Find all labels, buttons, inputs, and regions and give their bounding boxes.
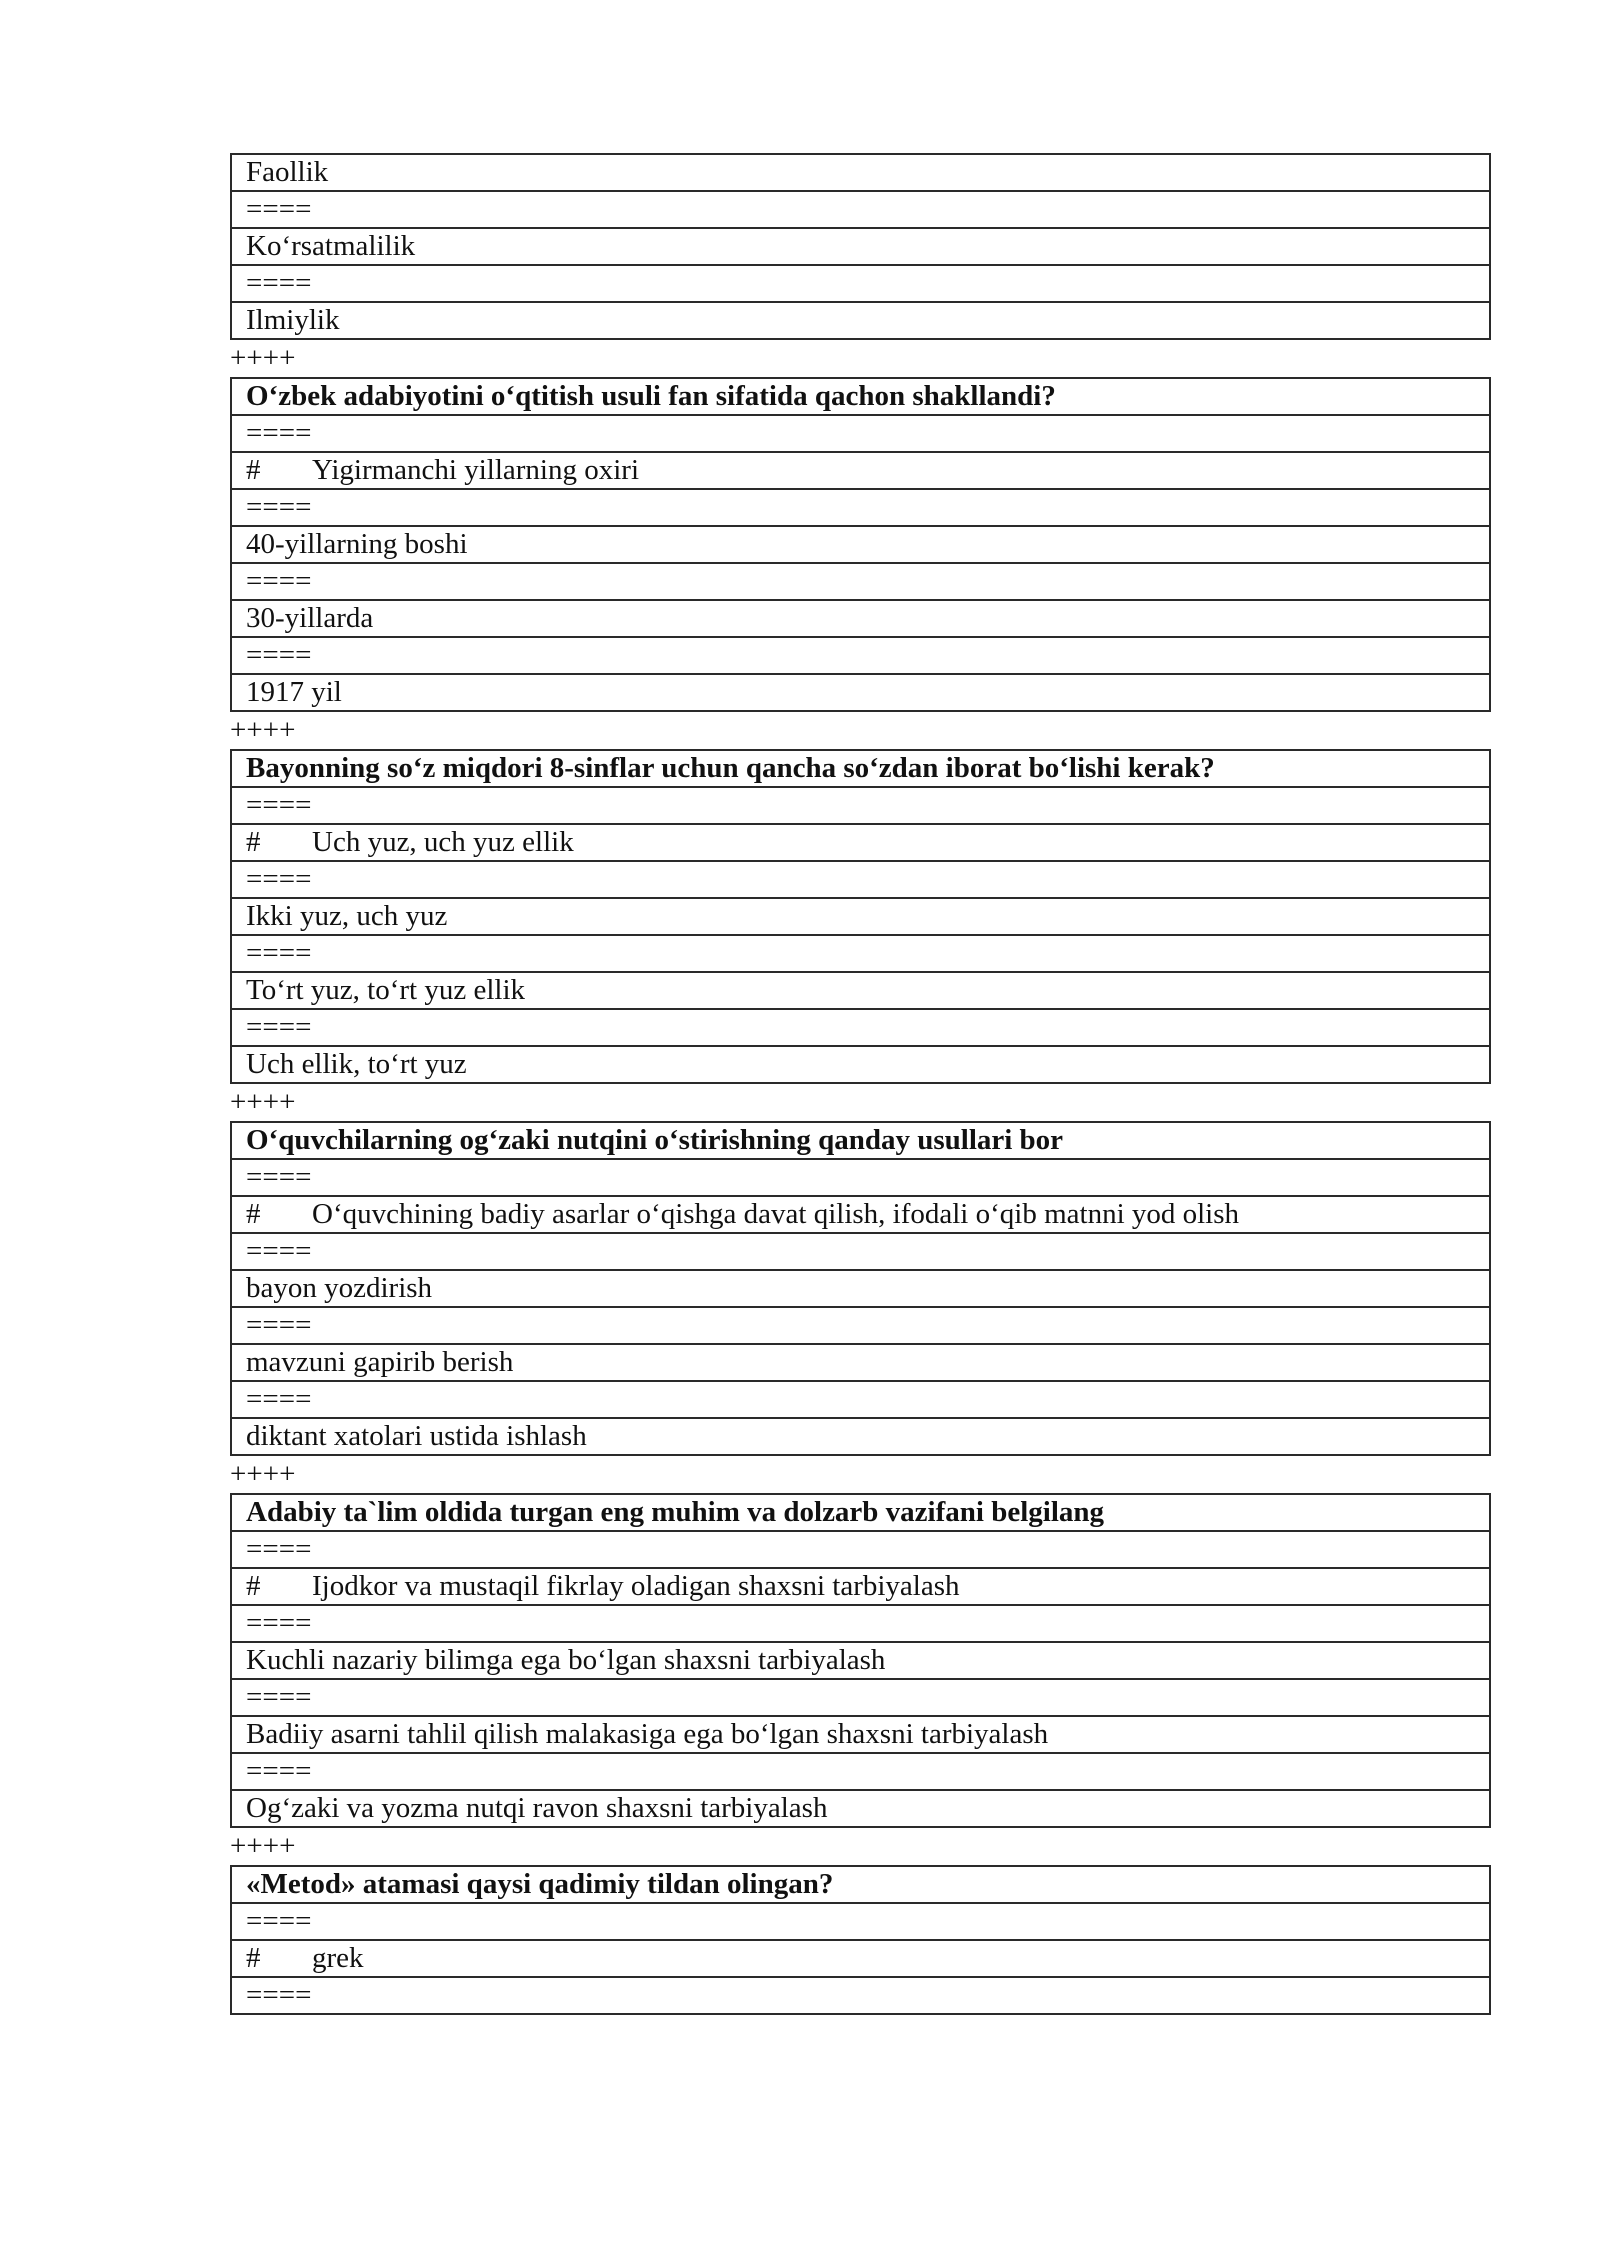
correct-answer-row bbox=[231, 1568, 1490, 1605]
answer-text: Yigirmanchi yillarning oxiri bbox=[312, 454, 640, 486]
answer-separator-row bbox=[231, 787, 1490, 824]
answer-separator: ==== bbox=[231, 787, 1490, 824]
answer-option: mavzuni gapirib berish bbox=[231, 1344, 1490, 1381]
question-block bbox=[230, 153, 1491, 340]
question-text-row bbox=[231, 378, 1490, 415]
answer-option: diktant xatolari ustida ishlash bbox=[231, 1418, 1490, 1455]
answer-separator-row bbox=[231, 1381, 1490, 1418]
question-text-row bbox=[231, 1122, 1490, 1159]
answer-separator: ==== bbox=[231, 1531, 1490, 1568]
correct-marker: # bbox=[246, 1198, 261, 1230]
answer-separator: ==== bbox=[231, 1753, 1490, 1790]
answer-option-row bbox=[231, 972, 1490, 1009]
question-block bbox=[230, 377, 1491, 712]
answer-separator: ==== bbox=[231, 861, 1490, 898]
answer-option: 1917 yil bbox=[231, 674, 1490, 711]
correct-answer bbox=[231, 1940, 1490, 1977]
answer-separator: ==== bbox=[231, 1977, 1490, 2014]
question-text: Adabiy ta`lim oldida turgan eng muhim va dolzarb vazifani belgilang bbox=[231, 1494, 1490, 1531]
question-text-row bbox=[231, 1494, 1490, 1531]
answer-option-row bbox=[231, 302, 1490, 339]
answer-separator: ==== bbox=[231, 563, 1490, 600]
answer-separator-row bbox=[231, 1307, 1490, 1344]
answer-text: Ijodkor va mustaqil fikrlay oladigan shaxsni tarbiyalash bbox=[312, 1570, 960, 1602]
answer-separator-row bbox=[231, 1159, 1490, 1196]
answer-separator-row bbox=[231, 861, 1490, 898]
answer-separator-row bbox=[231, 1903, 1490, 1940]
answer-separator: ==== bbox=[231, 415, 1490, 452]
answer-option-row bbox=[231, 1716, 1490, 1753]
answer-option: 40-yillarning boshi bbox=[231, 526, 1490, 563]
correct-answer-row bbox=[231, 1940, 1490, 1977]
answer-separator: ==== bbox=[231, 1009, 1490, 1046]
correct-answer bbox=[231, 1568, 1490, 1605]
answer-option: Faollik bbox=[231, 154, 1490, 191]
answer-separator: ==== bbox=[231, 1605, 1490, 1642]
answer-option-row bbox=[231, 154, 1490, 191]
answer-separator-row bbox=[231, 1009, 1490, 1046]
answer-option-row bbox=[231, 600, 1490, 637]
answer-option-row bbox=[231, 1046, 1490, 1083]
answer-option: 30-yillarda bbox=[231, 600, 1490, 637]
question-block bbox=[230, 1493, 1491, 1828]
question-block bbox=[230, 749, 1491, 1084]
answer-text: grek bbox=[312, 1942, 364, 1974]
answer-option-row bbox=[231, 1270, 1490, 1307]
answer-separator-row bbox=[231, 265, 1490, 302]
answer-separator: ==== bbox=[231, 489, 1490, 526]
block-separator: ++++ bbox=[230, 1830, 296, 1862]
answer-option: Og‘zaki va yozma nutqi ravon shaxsni tarbiyalash bbox=[231, 1790, 1490, 1827]
answer-separator-row bbox=[231, 1679, 1490, 1716]
answer-option: Badiiy asarni tahlil qilish malakasiga ega bo‘lgan shaxsni tarbiyalash bbox=[231, 1716, 1490, 1753]
answer-option-row bbox=[231, 1418, 1490, 1455]
answer-separator: ==== bbox=[231, 1233, 1490, 1270]
answer-text: O‘quvchining badiy asarlar o‘qishga davat qilish, ifodali o‘qib matnni yod olish bbox=[312, 1198, 1240, 1230]
question-text-row bbox=[231, 1866, 1490, 1903]
answer-separator-row bbox=[231, 1531, 1490, 1568]
answer-option: Kuchli nazariy bilimga ega bo‘lgan shaxsni tarbiyalash bbox=[231, 1642, 1490, 1679]
answer-separator-row bbox=[231, 637, 1490, 674]
answer-separator: ==== bbox=[231, 265, 1490, 302]
question-text: O‘quvchilarning og‘zaki nutqini o‘stirishning qanday usullari bor bbox=[231, 1122, 1490, 1159]
answer-separator-row bbox=[231, 415, 1490, 452]
answer-option: Ikki yuz, uch yuz bbox=[231, 898, 1490, 935]
answer-separator: ==== bbox=[231, 1679, 1490, 1716]
correct-answer-row bbox=[231, 452, 1490, 489]
answer-option-row bbox=[231, 1344, 1490, 1381]
answer-option: Uch ellik, to‘rt yuz bbox=[231, 1046, 1490, 1083]
answer-option-row bbox=[231, 1642, 1490, 1679]
answer-separator: ==== bbox=[231, 1903, 1490, 1940]
answer-separator-row bbox=[231, 1753, 1490, 1790]
answer-separator: ==== bbox=[231, 191, 1490, 228]
question-text: Bayonning so‘z miqdori 8-sinflar uchun qancha so‘zdan iborat bo‘lishi kerak? bbox=[231, 750, 1490, 787]
block-separator: ++++ bbox=[230, 342, 296, 374]
correct-marker: # bbox=[246, 1942, 261, 1974]
question-block bbox=[230, 1121, 1491, 1456]
answer-option: bayon yozdirish bbox=[231, 1270, 1490, 1307]
answer-separator: ==== bbox=[231, 935, 1490, 972]
answer-option: To‘rt yuz, to‘rt yuz ellik bbox=[231, 972, 1490, 1009]
correct-answer-row bbox=[231, 1196, 1490, 1233]
answer-separator-row bbox=[231, 563, 1490, 600]
answer-option: Ilmiylik bbox=[231, 302, 1490, 339]
correct-marker: # bbox=[246, 826, 261, 858]
answer-separator-row bbox=[231, 191, 1490, 228]
question-text: «Metod» atamasi qaysi qadimiy tildan olingan? bbox=[231, 1866, 1490, 1903]
correct-answer-row bbox=[231, 824, 1490, 861]
block-separator: ++++ bbox=[230, 714, 296, 746]
correct-answer bbox=[231, 452, 1490, 489]
answer-separator-row bbox=[231, 1605, 1490, 1642]
test-document bbox=[230, 153, 1491, 2015]
correct-answer bbox=[231, 1196, 1490, 1233]
answer-separator-row bbox=[231, 1977, 1490, 2014]
answer-option-row bbox=[231, 674, 1490, 711]
answer-option: Ko‘rsatmalilik bbox=[231, 228, 1490, 265]
answer-separator-row bbox=[231, 935, 1490, 972]
correct-marker: # bbox=[246, 1570, 261, 1602]
answer-option-row bbox=[231, 898, 1490, 935]
correct-answer bbox=[231, 824, 1490, 861]
answer-separator: ==== bbox=[231, 1307, 1490, 1344]
block-separator: ++++ bbox=[230, 1458, 296, 1490]
answer-text: Uch yuz, uch yuz ellik bbox=[312, 826, 574, 858]
question-text-row bbox=[231, 750, 1490, 787]
correct-marker: # bbox=[246, 454, 261, 486]
question-text: O‘zbek adabiyotini o‘qtitish usuli fan sifatida qachon shakllandi? bbox=[231, 378, 1490, 415]
answer-separator: ==== bbox=[231, 1159, 1490, 1196]
answer-separator-row bbox=[231, 1233, 1490, 1270]
answer-separator-row bbox=[231, 489, 1490, 526]
block-separator: ++++ bbox=[230, 1086, 296, 1118]
answer-separator: ==== bbox=[231, 1381, 1490, 1418]
answer-option-row bbox=[231, 526, 1490, 563]
answer-separator: ==== bbox=[231, 637, 1490, 674]
answer-option-row bbox=[231, 228, 1490, 265]
question-block bbox=[230, 1865, 1491, 2015]
answer-option-row bbox=[231, 1790, 1490, 1827]
